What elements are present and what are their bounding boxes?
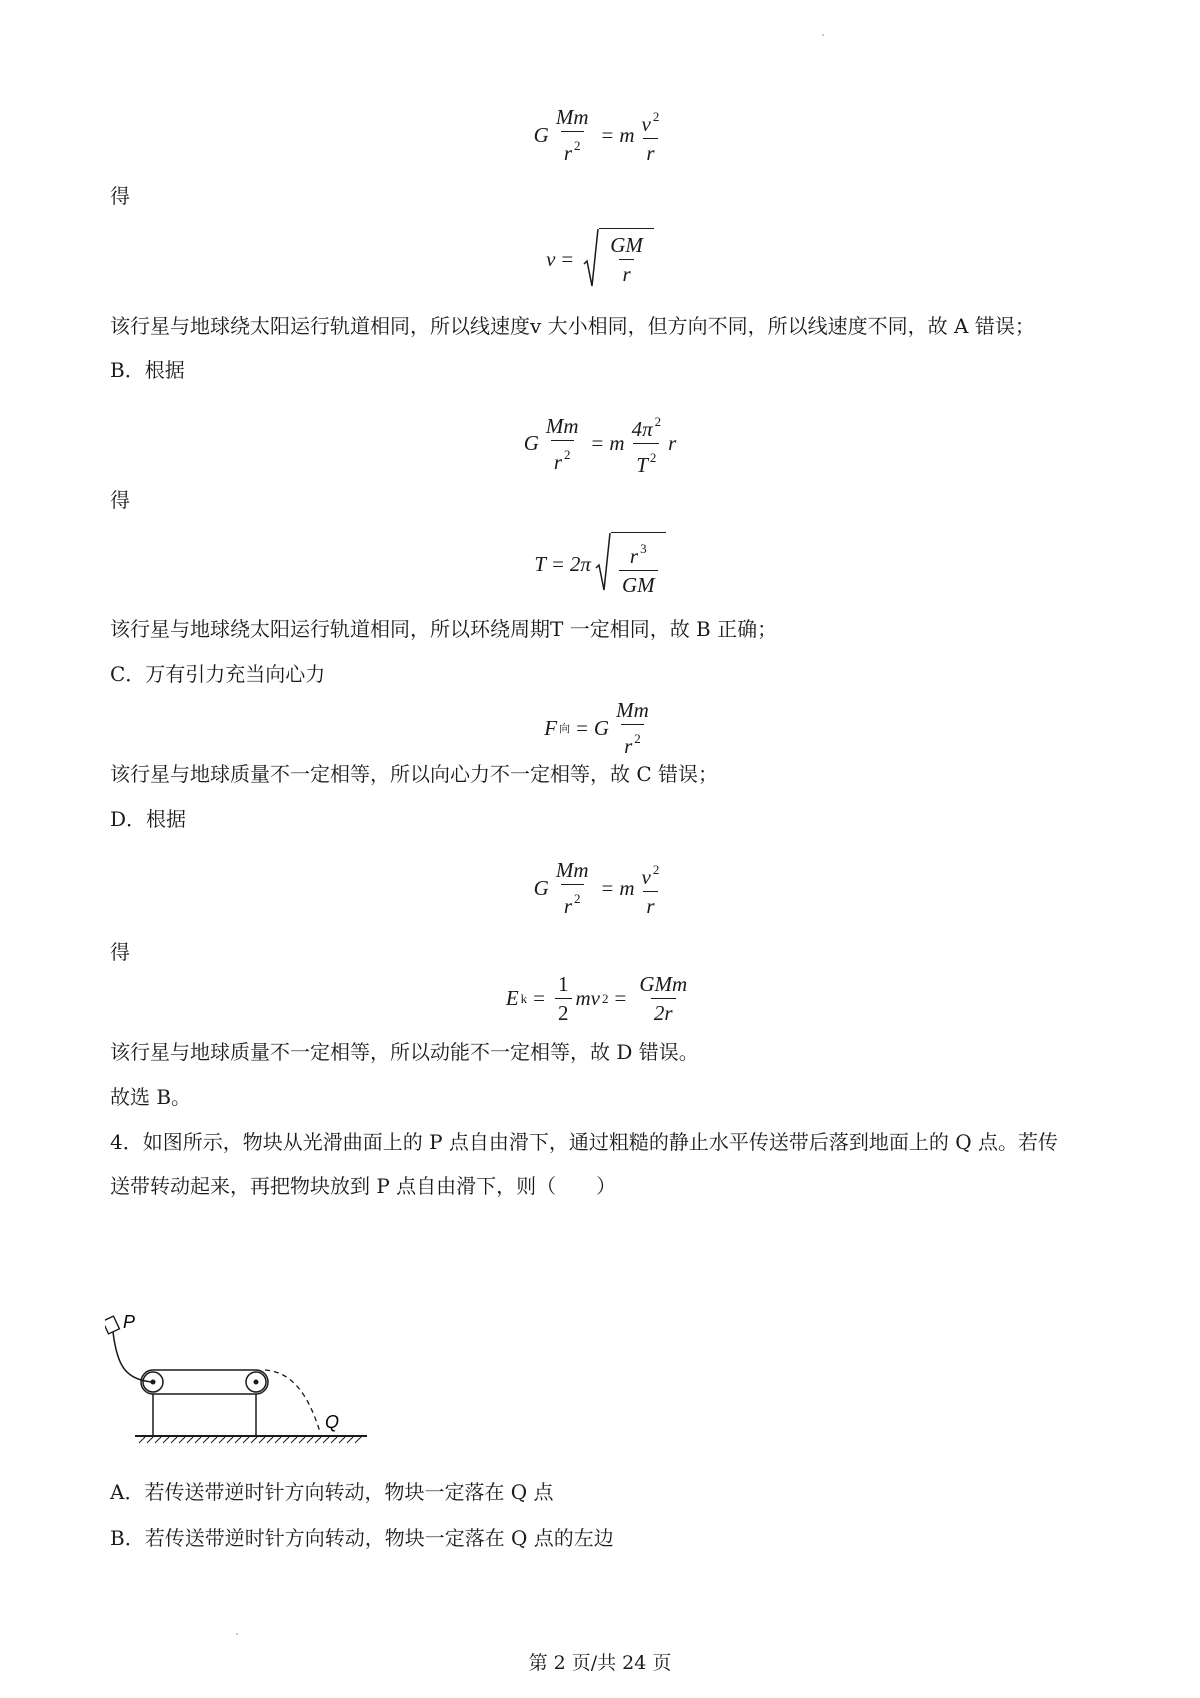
fraction bbox=[613, 698, 652, 758]
eq-symbol: v bbox=[641, 865, 651, 889]
numerator bbox=[639, 858, 663, 891]
exponent: 2 bbox=[652, 109, 660, 124]
exponent: 2 bbox=[602, 990, 609, 1006]
speck bbox=[236, 1633, 238, 1635]
option-a: A．若传送带逆时针方向转动，物块一定落在 Q 点 bbox=[110, 1480, 554, 1504]
numerator bbox=[627, 537, 650, 570]
equals-sign: = bbox=[601, 122, 614, 147]
eq-symbol: 2π bbox=[569, 552, 591, 576]
speck bbox=[822, 34, 824, 36]
equals-sign: = bbox=[552, 552, 564, 576]
equation-period bbox=[0, 532, 1200, 597]
equation-gravity-velocity-2 bbox=[0, 858, 1200, 918]
eq-symbol: G bbox=[593, 715, 610, 740]
fraction bbox=[553, 105, 592, 165]
eq-symbol: r bbox=[563, 141, 572, 165]
fraction bbox=[555, 972, 572, 1025]
denominator: r bbox=[619, 259, 633, 286]
eq-symbol: m bbox=[619, 122, 635, 147]
conveyor-diagram bbox=[105, 1310, 405, 1470]
equals-sign: = bbox=[591, 431, 604, 455]
eq-symbol: G bbox=[533, 875, 549, 900]
text-de-2: 得 bbox=[110, 488, 130, 512]
text-b-explain: 该行星与地球绕太阳运行轨道相同，所以环绕周期T 一定相同，故 B 正确； bbox=[110, 617, 778, 641]
eq-symbol: G bbox=[533, 122, 549, 147]
conveyor-belt-figure bbox=[105, 1310, 405, 1474]
option-b: B．若传送带逆时针方向转动，物块一定落在 Q 点的左边 bbox=[110, 1526, 614, 1550]
eq-symbol: E bbox=[505, 986, 519, 1010]
text-c-explain: 该行星与地球质量不一定相等，所以向心力不一定相等，故 C 错误； bbox=[110, 762, 719, 786]
question-4-line-2: 送带转动起来，再把物块放到 P 点自由滑下，则（ ） bbox=[110, 1174, 617, 1198]
denominator: GM bbox=[619, 570, 658, 597]
block-icon bbox=[105, 1316, 119, 1334]
subscript: 向 bbox=[559, 722, 571, 735]
numerator: GMm bbox=[639, 972, 688, 996]
equals-sign: = bbox=[533, 986, 545, 1010]
eq-symbol: v bbox=[590, 986, 600, 1010]
denominator: r bbox=[643, 138, 657, 165]
equation-velocity bbox=[0, 228, 1200, 290]
numerator bbox=[639, 105, 663, 138]
denominator: r bbox=[643, 891, 657, 918]
fraction bbox=[639, 105, 663, 165]
text-b-label: B．根据 bbox=[110, 358, 185, 382]
fraction bbox=[639, 858, 663, 918]
square-root bbox=[595, 532, 666, 597]
radical-sign-icon bbox=[595, 532, 611, 594]
eq-symbol: m bbox=[575, 986, 591, 1010]
eq-symbol: T bbox=[534, 552, 547, 576]
denominator bbox=[633, 443, 659, 477]
text-de-1: 得 bbox=[110, 184, 130, 208]
denominator bbox=[621, 724, 644, 758]
numerator bbox=[629, 410, 665, 443]
equals-sign: = bbox=[614, 986, 627, 1010]
fraction bbox=[607, 233, 646, 286]
denominator bbox=[561, 131, 584, 165]
numerator: Mm bbox=[616, 698, 649, 722]
eq-symbol: 4π bbox=[631, 417, 653, 441]
equation-kinetic-energy bbox=[0, 972, 1200, 1025]
eq-symbol: v bbox=[546, 246, 556, 271]
exponent: 2 bbox=[634, 731, 641, 746]
equals-sign: = bbox=[576, 715, 588, 740]
eq-symbol: G bbox=[523, 431, 539, 455]
eq-symbol: r bbox=[668, 431, 677, 455]
eq-symbol: T bbox=[636, 453, 648, 477]
radicand bbox=[611, 532, 666, 597]
exponent: 2 bbox=[574, 138, 581, 153]
square-root bbox=[583, 228, 654, 290]
equals-sign: = bbox=[601, 875, 614, 900]
denominator: 2 bbox=[555, 998, 572, 1025]
exponent: 2 bbox=[652, 862, 660, 877]
exponent: 2 bbox=[574, 891, 581, 906]
equation-gravity-period bbox=[0, 410, 1200, 477]
numerator: 1 bbox=[558, 972, 569, 996]
radical-sign-icon bbox=[583, 228, 599, 290]
text-de-3: 得 bbox=[110, 940, 130, 964]
eq-symbol: r bbox=[553, 449, 563, 474]
numerator: Mm bbox=[555, 105, 589, 129]
text-c-label: C．万有引力充当向心力 bbox=[110, 662, 326, 686]
exponent: 2 bbox=[649, 450, 657, 465]
eq-symbol: m bbox=[609, 431, 625, 455]
radicand bbox=[599, 228, 654, 290]
exponent: 2 bbox=[564, 446, 571, 462]
denominator bbox=[561, 884, 584, 918]
numerator: Mm bbox=[545, 413, 579, 438]
text-a-explain: 该行星与地球绕太阳运行轨道相同，所以线速度v 大小相同，但方向不同，所以线速度不同，故 A 错误； bbox=[110, 314, 1035, 338]
fraction bbox=[629, 410, 665, 477]
fraction bbox=[543, 414, 582, 474]
label-q: Q bbox=[325, 1412, 340, 1432]
equals-sign: = bbox=[561, 246, 574, 271]
text-d-explain: 该行星与地球质量不一定相等，所以动能不一定相等，故 D 错误。 bbox=[110, 1040, 699, 1064]
denominator bbox=[551, 440, 574, 474]
numerator: GM bbox=[610, 233, 643, 257]
numerator: Mm bbox=[555, 858, 589, 882]
eq-symbol: m bbox=[619, 875, 635, 900]
eq-symbol: r bbox=[624, 734, 633, 758]
subscript: k bbox=[520, 990, 528, 1006]
exponent: 2 bbox=[654, 414, 662, 429]
page-footer: 第 2 页/共 24 页 bbox=[528, 1652, 672, 1674]
eq-symbol: r bbox=[629, 544, 639, 568]
fraction bbox=[553, 858, 592, 918]
eq-symbol: v bbox=[641, 112, 651, 136]
denominator: 2r bbox=[651, 998, 676, 1025]
fraction bbox=[636, 972, 690, 1025]
equation-gravity-velocity-1 bbox=[0, 105, 1200, 165]
question-4-line-1: 4．如图所示，物块从光滑曲面上的 P 点自由滑下，通过粗糙的静止水平传送带后落到地面上的 Q 点。若传 bbox=[110, 1130, 1059, 1154]
exponent: 3 bbox=[640, 541, 647, 556]
label-p: P bbox=[123, 1312, 136, 1332]
equation-centripetal-force bbox=[0, 698, 1200, 758]
text-choose-answer: 故选 B。 bbox=[110, 1085, 192, 1109]
eq-symbol: F bbox=[544, 715, 558, 740]
text-d-label: D．根据 bbox=[110, 807, 187, 831]
fraction bbox=[619, 537, 658, 597]
eq-symbol: r bbox=[563, 894, 572, 918]
